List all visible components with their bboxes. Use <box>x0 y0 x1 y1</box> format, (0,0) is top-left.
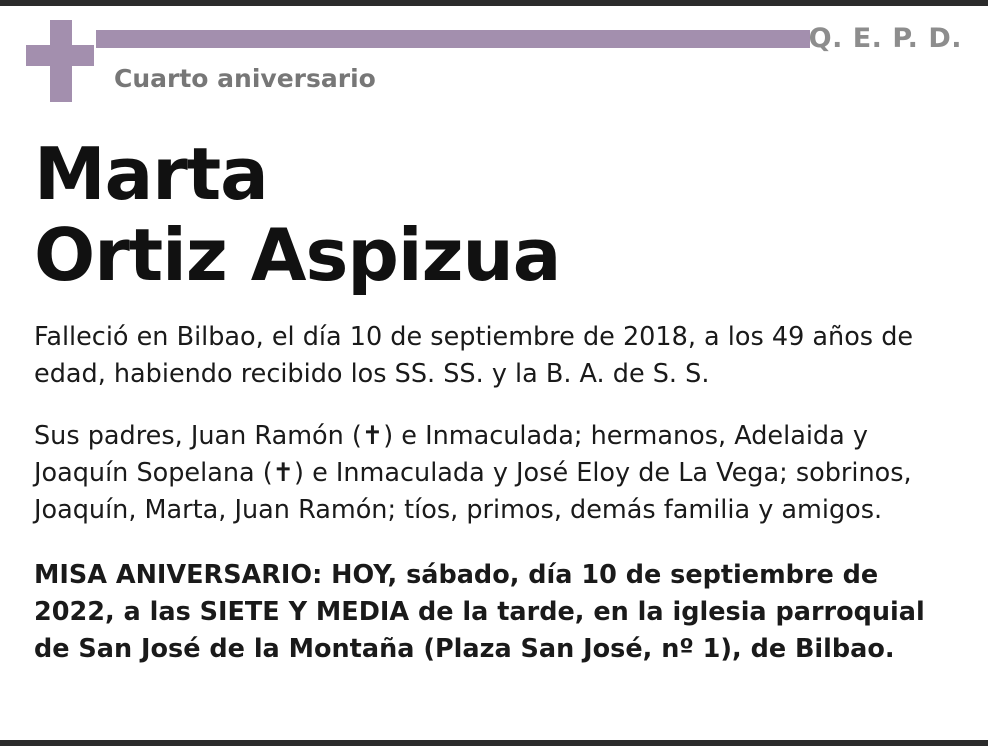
service-paragraph: MISA ANIVERSARIO: HOY, sábado, día 10 de septiembre de 2022, a las SIETE Y MEDIA de la tarde, en la iglesia parroquial de San José de la Montaña (Plaza San José, nº 1), de Bilbao. <box>34 560 925 665</box>
anniversary-label: Cuarto aniversario <box>114 64 376 93</box>
death-details-paragraph: Falleció en Bilbao, el día 10 de septiembre de 2018, a los 49 años de edad, habiendo recibido los SS. SS. y la B. A. de S. S. <box>34 321 914 389</box>
deceased-last-name: Ortiz Aspizua <box>34 213 561 298</box>
deceased-first-name: Marta <box>34 132 268 216</box>
notice-body <box>34 319 940 668</box>
cross-horizontal-bar <box>26 45 94 66</box>
cross-icon <box>26 20 94 102</box>
header-rule <box>96 30 810 48</box>
family-paragraph: Sus padres, Juan Ramón (✝) e Inmaculada; hermanos, Adelaida y Joaquín Sopelana (✝) e Inmaculada y José Eloy de La Vega; sobrinos, Joaquín, Marta, Juan Ramón; tíos, primos, demás familia y amigos. <box>34 421 912 526</box>
qepd-label: Q. E. P. D. <box>808 23 962 54</box>
deceased-name <box>34 132 962 298</box>
notice-header <box>26 6 962 114</box>
